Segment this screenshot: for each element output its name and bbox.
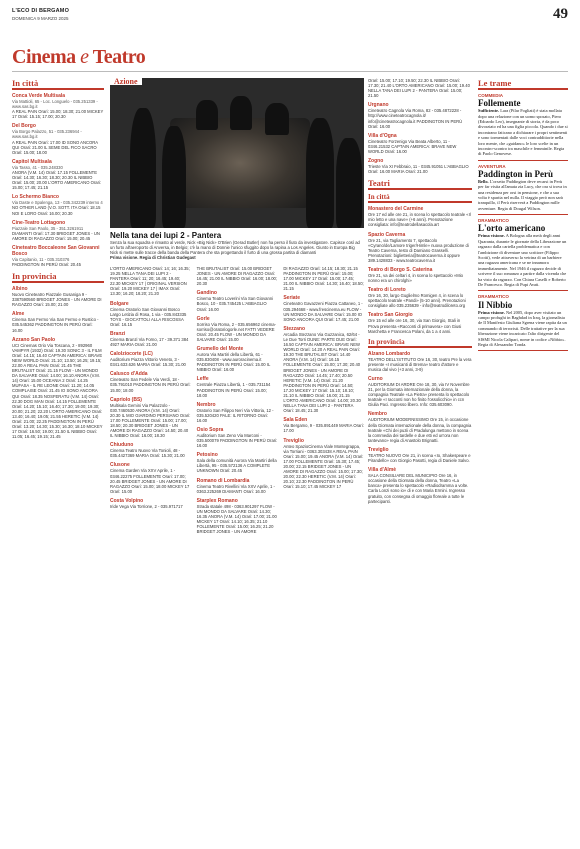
review-item [478,218,568,291]
listing-item [12,194,104,215]
listing-name: Starplex Romano [196,497,238,504]
listing-name: Del Borgo [12,123,36,130]
review-item [478,164,568,216]
column-heading-provincia: In provincia [12,271,104,283]
listing-name: Capriolo (BS) [110,396,142,403]
listing-item [368,133,472,154]
listing-schedule: AUDITORIUM DI ARDRE Ore 18, 30, via IV Novembre 31, per la Giornata internazionale della donna, la compagnia Teatrale «La Pietra» presenta lo spettacolo teatrale «I racconti non ho finito l'ossolicchio» in ccn Giulia Paci. Ingresso libero. Info: 035.603090. [368,382,470,408]
listing-schedule: Cineteatro Cagnola Via Roma, 82 - 035.4872228 - http://www.cineteatrocagnola.it/ info@cineteatrocagnola.it PADDINGTON IN PERÙ Orari: 16.00 [368,108,463,129]
listing-item [12,123,104,154]
review-title: Follemente [478,98,521,109]
listing-item [197,427,278,448]
listing-item [368,467,472,504]
photo-figure [336,138,362,228]
review-list [478,93,568,351]
listing-schedule: Arcadia Stezzano Via Guzzanica, 62/64 - Le Due Torri DUNE: PARTE DUE Orari: 16.50 CAPTAIN AMERICA: BRAVE NEW WORLD Orari: 14.20 A REAL PAIN Orari: 19.30 THE BRUTALIST Orari: 14.40 ANORA (V.M. 14) Orari: 16.15 FOLLEMENTE Orari: 15.00; 17.30; 20.40 BRIDGET JONES - UN AMORE DI RAGAZZO Orari: 14.45; 17.40; 20.50 HERETIC (V.M. 14) Orari: 21.20 PADDINGTON IN PERÙ Orari: 14.50; 17.20 MICKEY 17 Orari: 15.10; 18.10; 21.10 IL NIBBIO Orari: 16.00; 21.15 L'ORTO AMERICANO Orari: 14.00; 20.30 NELLA TANA DEI LUPI 2 - PANTERA Orari: 18.45; 21.30 [283,331,361,414]
listing-name: Cine-Teatro Lottagono [12,219,66,226]
cinema-list [12,93,104,267]
listing-schedule: Oratorio San Filippo Neri Via Vittoria, 12 - 035.520420 PALE: IL RITORNO Orari: 16.00 [196,407,274,423]
listing-item [12,311,104,332]
photo-figure [306,118,334,228]
listing-schedule: A REAL PAIN Orari: 15.00; 18.30; 21.00 MICKEY 17 Orari: 15.15; 17.00; 20.30 [12,109,104,120]
listing-name: Calolziocorte (LC) [110,351,153,358]
listing-subcolumn-c [283,266,364,538]
listing-item [110,301,191,327]
listing-name: Petosino [196,452,218,459]
listing-item [12,93,104,119]
listing-name: Urgnano [368,102,389,109]
listing-item [110,331,191,347]
listing-name: Zogno [368,158,384,165]
listing-schedule: Cinema Teatro Loverini Via San Giovanni Bosco, 10 - 035.745425 L'ABBAGLIO Orari: 16.00 [196,296,274,312]
listing-schedule: Cinema Garden Via XXV Aprile, 1 - 0346.22275 FOLLEMENTE Orari: 17.00; 20.45 BRIDGET JONES - UN AMORE DI RAGAZZO Orari: 15.00; 18.00 MICKEY 17 Orari: 15.00 [110,468,190,494]
review-genre: DRAMMATICO [478,294,509,300]
review-body: Nel 2005, dopo aver visitato un campo profughi in Baghdad in Iraq, la giornalista de Il Manifesto Giuliana Sgrena viene rapita da un commando di terroristi. Delle trattative per la sua liberazione viene incaricato l'alto dirigente del SISMI Nicola Calipari, nome in codice «Nibbio». Regia di Alessandro Tonda. [478,309,567,347]
listing-schedule: Aurora Via Martiri della Libertà, 61 - 035.830408 - www.auroracinema.it PADDINGTON IN PERÙ Orari: 15.00 IL NIBBIO Orari: 16.00 [196,352,271,373]
photo-figure [162,126,186,228]
listing-schedule: ANORA (V.M. 14) Orari: 17.15 FOLLEMENTE Orari: 14.30; 16.30; 18.30; 20.30 IL NIBBIO Orari: 15.00; 20.00 L'ORTO AMERICANO Orari: 15.00; 17.45; 21.15 [12,169,102,191]
listing-name: Lo Schermo Bianco [12,194,59,201]
listing-item [368,351,472,372]
listing-name: Stezzano [283,325,305,332]
listing-schedule: NO OTHER LAND (V.O. SOTT. ITA Orari: 18.15 NOI E LORO Orari: 16.00; 20.30 [12,205,101,216]
review-text [478,179,568,211]
listing-address: Via Daste e Spalenga, 13 - 035.342239 interno 4 [12,200,103,206]
listing-item [368,447,472,463]
listing-schedule: Sorriso Via Roma, 2 - 035.656962 cinema-sorriso@oratoriogorle.net FATTI VEDERE Orari: 20.45 FLOW - UN MONDO DA SALVARE Orari: 15.00 [196,321,276,342]
review-divider [478,160,568,161]
cinema-list-continued [368,78,472,174]
review-body: Lara (Pilar Fogliati) è stata mollata dopo una relazione con un uomo sposato, Piero (Edoardo Leo), insegnante di storia, è da poco divorziato ed ha una figlia piccola. Quando i due si incontrano faticano a dichiarare i propri sentimenti e sono tormentati dalle voci contraddittorie nella loro mente, che «guidano» le loro scelte in un incontro-scontro tra maschile e femminile. Regia di Paolo Genovese. [478,108,568,157]
column-trame [478,78,568,354]
listing-schedule: Cineteatro Gavazzeni Piazza Cattaneo, 1 - 035.294668 - www.frescinema.eu FLOW - UN MONDO DA SALVARE Orari: 15.00 IO SONO ANCORA QUI Orari: 17.45; 21.00 [283,301,363,322]
theatre-list [368,206,472,334]
caption-title: Nella tana dei lupi 2 - Pantera [110,231,222,240]
listing-name: Capitol Multisala [12,158,52,165]
listing-name: Conca Verde Multisala [12,93,66,99]
listing-schedule: Via Bergamo, 9 - 035.891449 MARIA Orari: 17.00 [283,423,364,434]
film-still-photo [110,78,364,228]
listing-schedule: Trieste Via XI Febbraio, 11 - 0345.91051 L'ABBAGLIO Orari: 16.00 MARIA Orari: 21.00 [368,164,469,175]
page-header [12,6,568,40]
listing-item [110,371,191,392]
theatre-list-provincia [368,351,472,504]
review-divider [478,214,568,215]
listing-schedule: Sala della comunità Aurora Via Martiri della Libertà, 95 - 035.572136 A COMPLETE UNKNOWN Orari: 20.45 [196,458,277,474]
listing-schedule: Ore 21, via Tagliamento 7, spettacolo «Cyrano/de/Lamore triger/Himle» nuova produzione di Teatro Caverna, testo di Damiano Grasselli. Prenotazioni: biglietteria@teatrocaverna.it oppure 389.1428833 - www.teatrocaverna.it [368,237,469,263]
column-in-citta [12,78,104,443]
listing-name: Calusco d'Adda [110,371,148,378]
listing-item [197,498,278,535]
listing-name: Osio Sopra [196,426,224,433]
listing-schedule: Ore 21, va dei celtari 4, in scena lo spettacolo «Mio nonno era un chirolghi» [368,272,463,284]
listing-name: Seriate [283,295,301,302]
listing-name: Nembro [196,401,216,408]
listing-schedule: SALA CONSILIARE DEL MUNICIPIO Ore 16, in occasione della Giornata della donna, Teatro «La banca» presenta lo spettacolo «Radiodramma a volte. Carla Lonzi sono io» di e con Maria Ermini. Ingresso gratuito, con consegna di omaggio floreale a tutte le partecipanti. [368,473,469,504]
listing-address: Via Tasso, 41 - 035.248330 [12,164,63,170]
listing-name: Teatro di Loreto [368,287,406,294]
review-body: A Bologna alla metà degli anni Quaranta, durante le giornate della Liberazione un ragazzo dalla cartella problematica e con l'ambizione di diventare uno scrittore (Filippo Scotti), vede attraverso la vetrina di un barbiere una ragazza americana e se ne innamora immediatamente. Nel 1946 il ragazzo decide di scrivere il suo romanzo a partire dalla vicenda che ha visto da ragazzo. Con Chiara Caselli e Roberto De Francesco. Regia di Pupi Avati. [478,233,567,288]
listing-item [12,245,104,267]
listing-item [368,312,472,333]
listing-schedule: Iride Vega Via Torrione, 2 - 035.971717 [110,503,183,509]
listing-item [197,376,278,397]
listing-item [110,266,191,297]
listing-schedule: Ore 16, 30, largo Guglielmo Romigen 4, in scena lo spettacolo teatrale «Pandi» (5-10 anni). Prenotazioni consigliate allo 035.235639 - info@teatrodiloreto.org [368,293,466,309]
listing-item [110,397,191,439]
review-item [478,294,568,351]
theatre-subheading-provincia: In provincia [368,338,472,348]
section-title-word2: Teatro [92,46,146,68]
trame-heading: Le trame [478,78,568,90]
listing-item [197,452,278,473]
caption-credit: Prima visione. Regia di Christian Gudegast [110,255,196,260]
listing-schedule: UCI Cinemas Orio Via Toscana, 2 - 892960 VAMPYR (1932) Orari: 19.30 SONIC 3 - IL FILM Orari: 14.15; 16.40 CAPTAIN AMERICA: BRAVE NEW WORLD Orari: 21.10; 13.50; 16.25; 19.15; 22.00 A REAL PAIN Orari: 21.45 THE BRUTALIST Orari: 21.15 FLOW - UN MONDO DA SALVARE Orari: 14.00; 16.10 ANORA (V.M. 14) Orari: 15.00 OCEANIA 2 Orari: 14.25 MUFASA - IL RE LEONE Orari: 11.20; 14.05 COMPLAISE Orari: 21.45 IO SONO ANCORA QUI Orari: 18.35 NOSFERATU (V.M. 14) Orari: 22.30 DOG MAN Orari: 14.15 FOLLEMENTE Orari: 14.20; 15.10; 16.40; 17.30; 19.00; 19.30; 20.00; 21.20; 22.20 L'ORTO AMERICANO Orari: 13.40; 16.40; 19.05; 21.55 HERETIC (V.M. 14) Orari: 21.00; 22.25 PADDINGTON IN PERÙ Orari: 13.20; 14.30; 15.30; 16.30; 18.10 MICKEY 17 Orari: 16.50; 19.00; 21.50 IL NIBBIO Orari: 11.05; 16.45; 19.15; 21.45 [12,342,103,440]
listing-subcolumn-a [110,266,191,538]
photo-figure [265,103,289,135]
theatre-subheading: In città [368,193,472,203]
section-title-amp: e [80,46,89,68]
photo-figure [130,108,156,228]
listing-name: Spazio Caverna [368,231,406,238]
listing-name: Alme [12,311,25,318]
listing-name: Branzi [110,330,126,337]
listing-item [283,438,364,490]
listing-item [12,286,104,307]
listing-item [283,417,364,433]
listing-name: Clusone [110,462,130,469]
listing-name: Sala Eden [283,417,308,424]
listing-schedule: Centrale Piazza Libertà, 1 - 035.731154 PADDINGTON IN PERÙ Orari: 15.00; 18.00 [196,382,271,398]
listing-name: Leffe [196,376,209,383]
listing-address: Via Mattioli, 65 - Loc. Longuelo - 035.251339 - www.sas.bg.it [12,99,98,110]
photo-figure [196,100,218,130]
listing-schedule: DI RAGAZZO Orari: 14.15; 18.30; 21.15 PADDINGTON IN PERÙ Orari: 15.00; 17.00 MICKEY 17 Orari: 15.00; 17.45; 21.00 IL NIBBIO Orari: 14.30; 16.40; 18.50; 21.15 [283,266,364,292]
review-divider [478,290,568,291]
listing-schedule: A REAL PAIN Orari: 17.00 ID SONO ANCORA QUI Orari: 21.00 IL SEME DEL FICO SACRO Orari: 15.00; 18.00 [12,139,98,155]
listing-name: Nembro [368,411,387,418]
listing-schedule: DIAMANTI Orari: 17.30 BRIDGET JONES - UN AMORE DI RAGAZZO Orari: 15.00; 20.45 [12,230,100,241]
listing-schedule: Orari: 15.00; 17.10; 19.50; 22.30 IL NIBBIO Orari: 17.30; 21.40 L'ORTO AMERICANO Orari: 15.00; 19.40 NELLA TANA DEI LUPI 2 - PANTERA Orari: 15.00; 21.50 [368,78,470,99]
listing-item [368,232,472,263]
review-text [478,233,568,287]
listing-item [283,326,364,414]
listing-address: Via Borgo Palazzo, 51 - 035.236944 - www.sas.bg.it [12,129,82,140]
listing-name: Alzano Lombardo [368,350,411,357]
listing-name: Villa d'Almè [368,467,397,474]
listing-item [110,351,191,367]
publication-date: DOMENICA 9 MARZO 2025 [12,16,69,21]
listing-schedule: Nuovo Cineteatro Piazzale Gusaniga 9 - 3387590560 BRIDGET JONES - UN AMORE DI RAGAZZO Orari: 15.00; 21.00 [12,292,102,308]
listing-item [197,346,278,372]
listing-schedule: Cinema Oratorio San Giovanni Bosco Largo Letizia di Rosa, 1 via - 035.843335 TOYS - GIOCATTOLI ALLA RISCOSSA Orari: 16.15 [110,306,187,327]
listing-item [368,287,472,308]
listing-schedule: TEATRO DELL'ISTITUTO Ore 16, 30, teatro Pre la vera presente «I musicanti di Brema» teatro d'attore e musica dal vivo (+3 anni, 3-9) [368,356,472,372]
listing-schedule: Auditorium Piazza Vittorio Veneto, 3 - 0341.633.626 MARIA Orari: 15.30; 21.00 [110,357,186,368]
column-heading: In città [12,78,104,90]
listing-address: Via Capitanio, 11 - 035.310376 [12,256,70,262]
listing-item [283,295,364,321]
review-rating: Bello. [478,178,489,184]
listing-name: Costa Volpino [110,497,144,504]
listing-schedule: Cinema San Fermo Via San Fermo e Rustico - 035.545362 PADDINGTON IN PERÙ Orari: 16.00 [12,317,99,333]
listing-address: Piazzale San Paolo, 35 - 351.3261911 [12,225,84,231]
listing-name: Teatro San Giorgio [368,312,413,319]
listing-schedule: Anteo SpazioCinema Viale Montegrappa, via Torriani - 0363.303438 A REAL PAIN Orari: 15.00; 19.45 ANORA (V.M. 14) Orari: 17.00 FOLLEMENTE Orari: 15.30; 17.45; 20.00; 22.15 BRIDGET JONES - UN AMORE DI RAGAZZO Orari: 15.00; 17.30; 20.00; 22.30 HERETIC (V.M. 14) Orari: 20.10; 22.30 PADDINGTON IN PERÙ Orari: 15.10; 17.45 MICKEY 17 [283,443,364,490]
listing-schedule: PADDINGTON IN PERÙ Orari: 20.45 [12,261,81,267]
listing-schedule: Strada statale 498 - 0363.901297 FLOW - UN MONDO DA SALVARE Orari: 14.30; 16.35 ANORA (V.M. 14) Orari: 17.00; 21.00 MICKEY 17 Orari: 14.10; 16.35; 21.10 FOLLEMENTE Orari: 15.00; 16.25; 21.20 BRIDGET JONES - UN AMORE [196,503,277,535]
listing-item [12,337,104,440]
listing-schedule: Cinema Branzi Via Forno, 17 - 39.371 384 4927 MARIA Orari: 21.00 [110,336,189,348]
listing-name: Azzano San Paolo [12,336,56,343]
listing-schedule: Cinema Teatro Rivellini Via XXV Aprile, 1 - 0363.225269 DIAMANTI Orari: 16.00 [196,483,275,494]
listing-item [197,316,278,342]
listing-name: Gandino [196,290,217,297]
review-text [478,310,568,348]
review-title: Il Nibbio [478,299,513,310]
listing-item [368,206,472,227]
listing-schedule: Cineteatro Forzenigo Via Beata Alberto, 11 - 0346.21532 CAPTAIN AMERICA: BRAVE NEW WORLD Orari: 16.00 [368,138,457,154]
listing-item [197,478,278,494]
listing-item [368,376,472,407]
listing-item [368,78,472,98]
review-body: L'orsetto Paddington deve recarsi in Perù per far visita all'amata zia Lucy, che ora si trova in una residenza per orsi in pensione, e che a sua volta è sparita nel nulla. Il viaggio però non sarà tranquillo, il Perù riserverà a Paddington mille avventure. Regia di Dougal Wilson. [478,178,567,211]
listing-schedule: TEATRO NUOVO Ore 21, in scena «Io, Shakespeare e Pirandello» con Giorgio Pasotti, regia di Daniele Salvo. [368,452,471,464]
review-genre: DRAMMATICO [478,218,509,224]
listing-schedule: AUDITORIUM MODERNISSIMO Ore 15, in occasione della Giornata internazionale della donna, la compagnia teatrale «Chi dei puzii di Pradalunga mettono in scena la commedia dei tardelle e due etti ed un'ora non tantevano» regia di Anastolo Brignatti. [368,417,472,443]
listing-name: Chiuduno [110,442,134,449]
review-rating: Prima visione. [478,233,505,239]
review-rating: Prima visione. [478,309,505,315]
section-title [12,46,145,69]
review-rating: Sufficiente. [478,108,500,114]
review-divider [478,350,568,351]
listing-name: Grumello del Monte [196,346,244,353]
review-title: Paddington in Perù [478,168,554,179]
listing-item [283,266,364,291]
listing-name: Gorle [196,315,210,322]
column-azione [110,78,364,538]
publication-name: L'ECO DI BERGAMO [12,8,70,14]
review-genre: COMMEDIA [478,93,503,98]
review-item [478,93,568,161]
listing-subcolumn-b [197,266,278,538]
listing-item [110,442,191,458]
listing-name: Romano di Lombardia [196,477,250,484]
listing-item [110,498,191,509]
listing-schedule: Ore 17 ed alle ore 21, in scena lo spettacolo teatrale «Il mio letto e una nave» (+6 anni). Prenotazione consigliata: info@teatrodellasacola.art [368,212,471,228]
listing-name: Villa d'Ogna [368,132,397,139]
listing-item [12,159,104,190]
listing-name: Treviglio [368,446,389,453]
listing-schedule: L'ORTO AMERICANO Orari: 14; 16; 16.35; 19.25 NELLA TANA DEI LUPI 2 - PANTERA Orari: 11; 20; 16.45; 19.40; 22.30 MICKEY 17 | ORIGINAL VERSION Orari: 19.20 MICKEY 17 | IMAX Orari: 13.30; 16.20; 18.20; 21.20 [110,266,190,297]
cinema-list-provincia [12,286,104,439]
listing-item [368,102,472,128]
photo-figure [230,96,252,130]
listing-schedule: Ore 15 ed alle ore 16, 30, via San Giorgio, Stali in Prova presenta «Racconti di primavera» con Giusi Marchetta e Francesca Polani, da 1 a 4 anni. [368,318,462,334]
listing-grid [110,266,364,538]
listing-item [12,220,104,241]
listing-item [197,266,278,286]
listing-name: Treviglio [283,437,304,444]
listing-name: Albino [12,286,28,293]
review-genre: AVVENTURA [478,163,506,169]
review-title: L'orto americano [478,223,546,234]
listing-item [368,411,472,442]
photo-genre-tag: Azione [110,78,142,85]
caption-body: Senza la sua squadra e rimasto al verde, Nick «Big Nick» O'Brien (Gerad Butler) non ha perso il fiuto da investigatore. Capisce così ad un furto all'aeroporto di Anversa, in Belgio; c'è la mano di Donnie l'unico sfuggito dopo la rapina a Los Angeles. Giunto in Europa Big Nick si mette sulle tracce della banda della Pantera che sta progettando il furto di una grossa partita di diamanti [110,240,360,255]
listing-name: Monastero del Carmine [368,206,424,213]
listing-schedule: Cineteatro San Fedele Via Verdi, 18 - 035.791010 PADDINGTON IN PERÙ Orari: 15.00; 18.00 [110,377,191,393]
theatre-heading: Teatri [368,178,472,190]
listing-item [368,158,472,174]
listing-schedule: THE BRUTALIST Orari: 15.00 BRIDGET JONES - UN AMORE DI RAGAZZO Orari: 16.45; 21.00 IL NIBBIO Orari: 16.00; 18.00; 20.30 [196,266,278,287]
photo-light [170,118,310,208]
page-number: 49 [553,6,568,22]
listing-schedule: Auditorium San Zeno Via Marconi - 035.500079 PADDINGTON IN PERÙ Orari: 16.00 [196,432,278,449]
column-teatri [368,78,472,508]
section-title-word1: Cinema [12,46,76,68]
review-text [478,108,568,157]
photo-caption [110,231,364,260]
section-rule [12,71,568,72]
listing-name: Bolgare [110,300,129,307]
listing-name: Curno [368,376,383,382]
listing-item [197,290,278,311]
listing-name: Teatro di Borgo S. Caterina [368,266,433,273]
listing-item [197,402,278,423]
listing-schedule: Cinema Teatro Nuovo Via Tonioli, 48 - 035.4427369 MARIA Orari: 15.30; 21.00 [110,448,185,459]
listing-item [368,267,472,283]
listing-name: Cineteatro Boccaleone San Giovanni Bosco [12,244,100,257]
listing-schedule: Multisala Gemini Via Palazzolo - 030.7460530 ANORA (V.M. 14) Orari: 20.30 IL MIO GIARDINO PERSIANO Orari: 17.00 FOLLEMENTE Orari: 15.00; 17.00; 18.50; 20.30 BRIDGET JONES - UN AMORE DI RAGAZZO Orari: 14.50; 20.40 IL NIBBIO Orari: 16.00; 18.30 [110,402,191,439]
listing-item [110,462,191,493]
